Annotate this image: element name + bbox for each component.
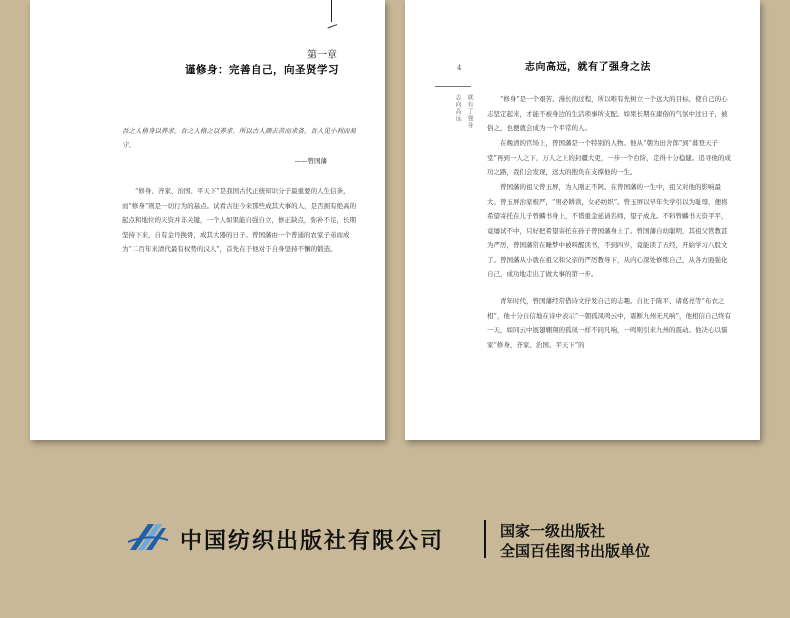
body-paragraph: “修身”是一个艰苦、漫长的过程，所以唯有先树立一个远大的目标，使自己的心志坚定起来，才能不被身边的生活琐事所支配。如果长期在庸俗的气氛中过日子，被俗之，也便就会成为一个平常的人。 xyxy=(487,95,728,132)
publisher-rank: 国家一级出版社 xyxy=(500,522,606,540)
body-paragraph: 曾国藩的祖父曾玉屏，为人刚正不阿。在曾国藩的一生中，祖父对他的影响最大。曾玉屏治家极严，“男必耕读，女必纺织”。曾玉屏以早年失学引以为耻辱，便将希望寄托在儿子曾麟书身上，不惜重金延请名师，望子成龙。不料曾麟书天资平平，竟屡试不中，只好把希望寄托在孙子曾国藩身上了。曾国藩自幼聪明，其祖父管教甚为严厉，曾国藩常在睡梦中被叫醒读书，不到四岁，竟能读了五经，开始学习八股文了。曾国藩从小就在祖父和父亲的严厉教导下，从内心深处修炼自己，从各方面强化自己，成功地走出了做大事的第一步。 xyxy=(487,183,728,278)
right-book-page xyxy=(405,0,760,440)
chapter-title: 谨修身：完善自己，向圣贤学习 xyxy=(185,64,339,76)
publisher-logo-icon xyxy=(128,520,168,554)
section-title: 志向高远，就有了强身之法 xyxy=(525,62,651,73)
side-rule xyxy=(435,86,471,87)
chapter-number: 第一章 xyxy=(307,50,337,61)
body-paragraph: 青年时代，曾国藩经常借诗文抒发自己的志趣。自比于陈平、诸葛亮等“布衣之相”，他十分自信地在诗中表示“一朝孤凤鸣云中，震断九州无凡响”，他相信自己终有一天，如同云中展翅翱翔的孤凤一样不同凡响，一鸣则引来九州的震动。他决心以儒家“修身、齐家、治国、平天下”的 xyxy=(487,297,731,349)
publisher-name: 中国纺织出版社有限公司 xyxy=(180,528,445,554)
ornament-mark xyxy=(325,17,337,29)
page-number: 4 xyxy=(457,64,462,72)
vertical-running-head-2: 就有了强身 xyxy=(466,94,473,129)
left-book-page xyxy=(30,0,385,440)
footer-divider xyxy=(484,520,486,558)
publisher-award: 全国百佳图书出版单位 xyxy=(500,542,651,560)
epigraph-quote: 吾之人格身以养求。吾之人格之以养求。所以古人颜去苦而求备。吾人见小利而易守。 xyxy=(122,127,356,149)
body-paragraph: 在晚清的官场上，曾国藩是一个特别的人物。他从“朝为田舍郎”到“暮登天子堂”再到一人之下，万人之上的封疆大吏，一步一个台阶，走得十分稳健。追寻他的成功之路，我们会发现，远大的抱负在支撑他的一生。 xyxy=(487,139,731,176)
chapter-intro-paragraph: “修身、齐家、治国、平天下”是我国古代正统知识分子最重要的人生信条，而“修身”则是一切行为的基点。试看古往今来那些成其大事的人，是否拥有绝高的起点和地位的天资并非关键，一个人如果能自强自立，修正缺点，弥补不足，长期坚持下来，自有金丹换骨，成其大器的日子。曾国藩由一个普通的农家子弟而成为“二百年来清代最有权势的汉人”，首先在于他对于自身坚持不懈的锻造。 xyxy=(122,187,357,254)
epigraph-attribution: ——曾国藩 xyxy=(294,157,327,165)
vertical-running-head-1: 志向高远 xyxy=(454,94,461,122)
